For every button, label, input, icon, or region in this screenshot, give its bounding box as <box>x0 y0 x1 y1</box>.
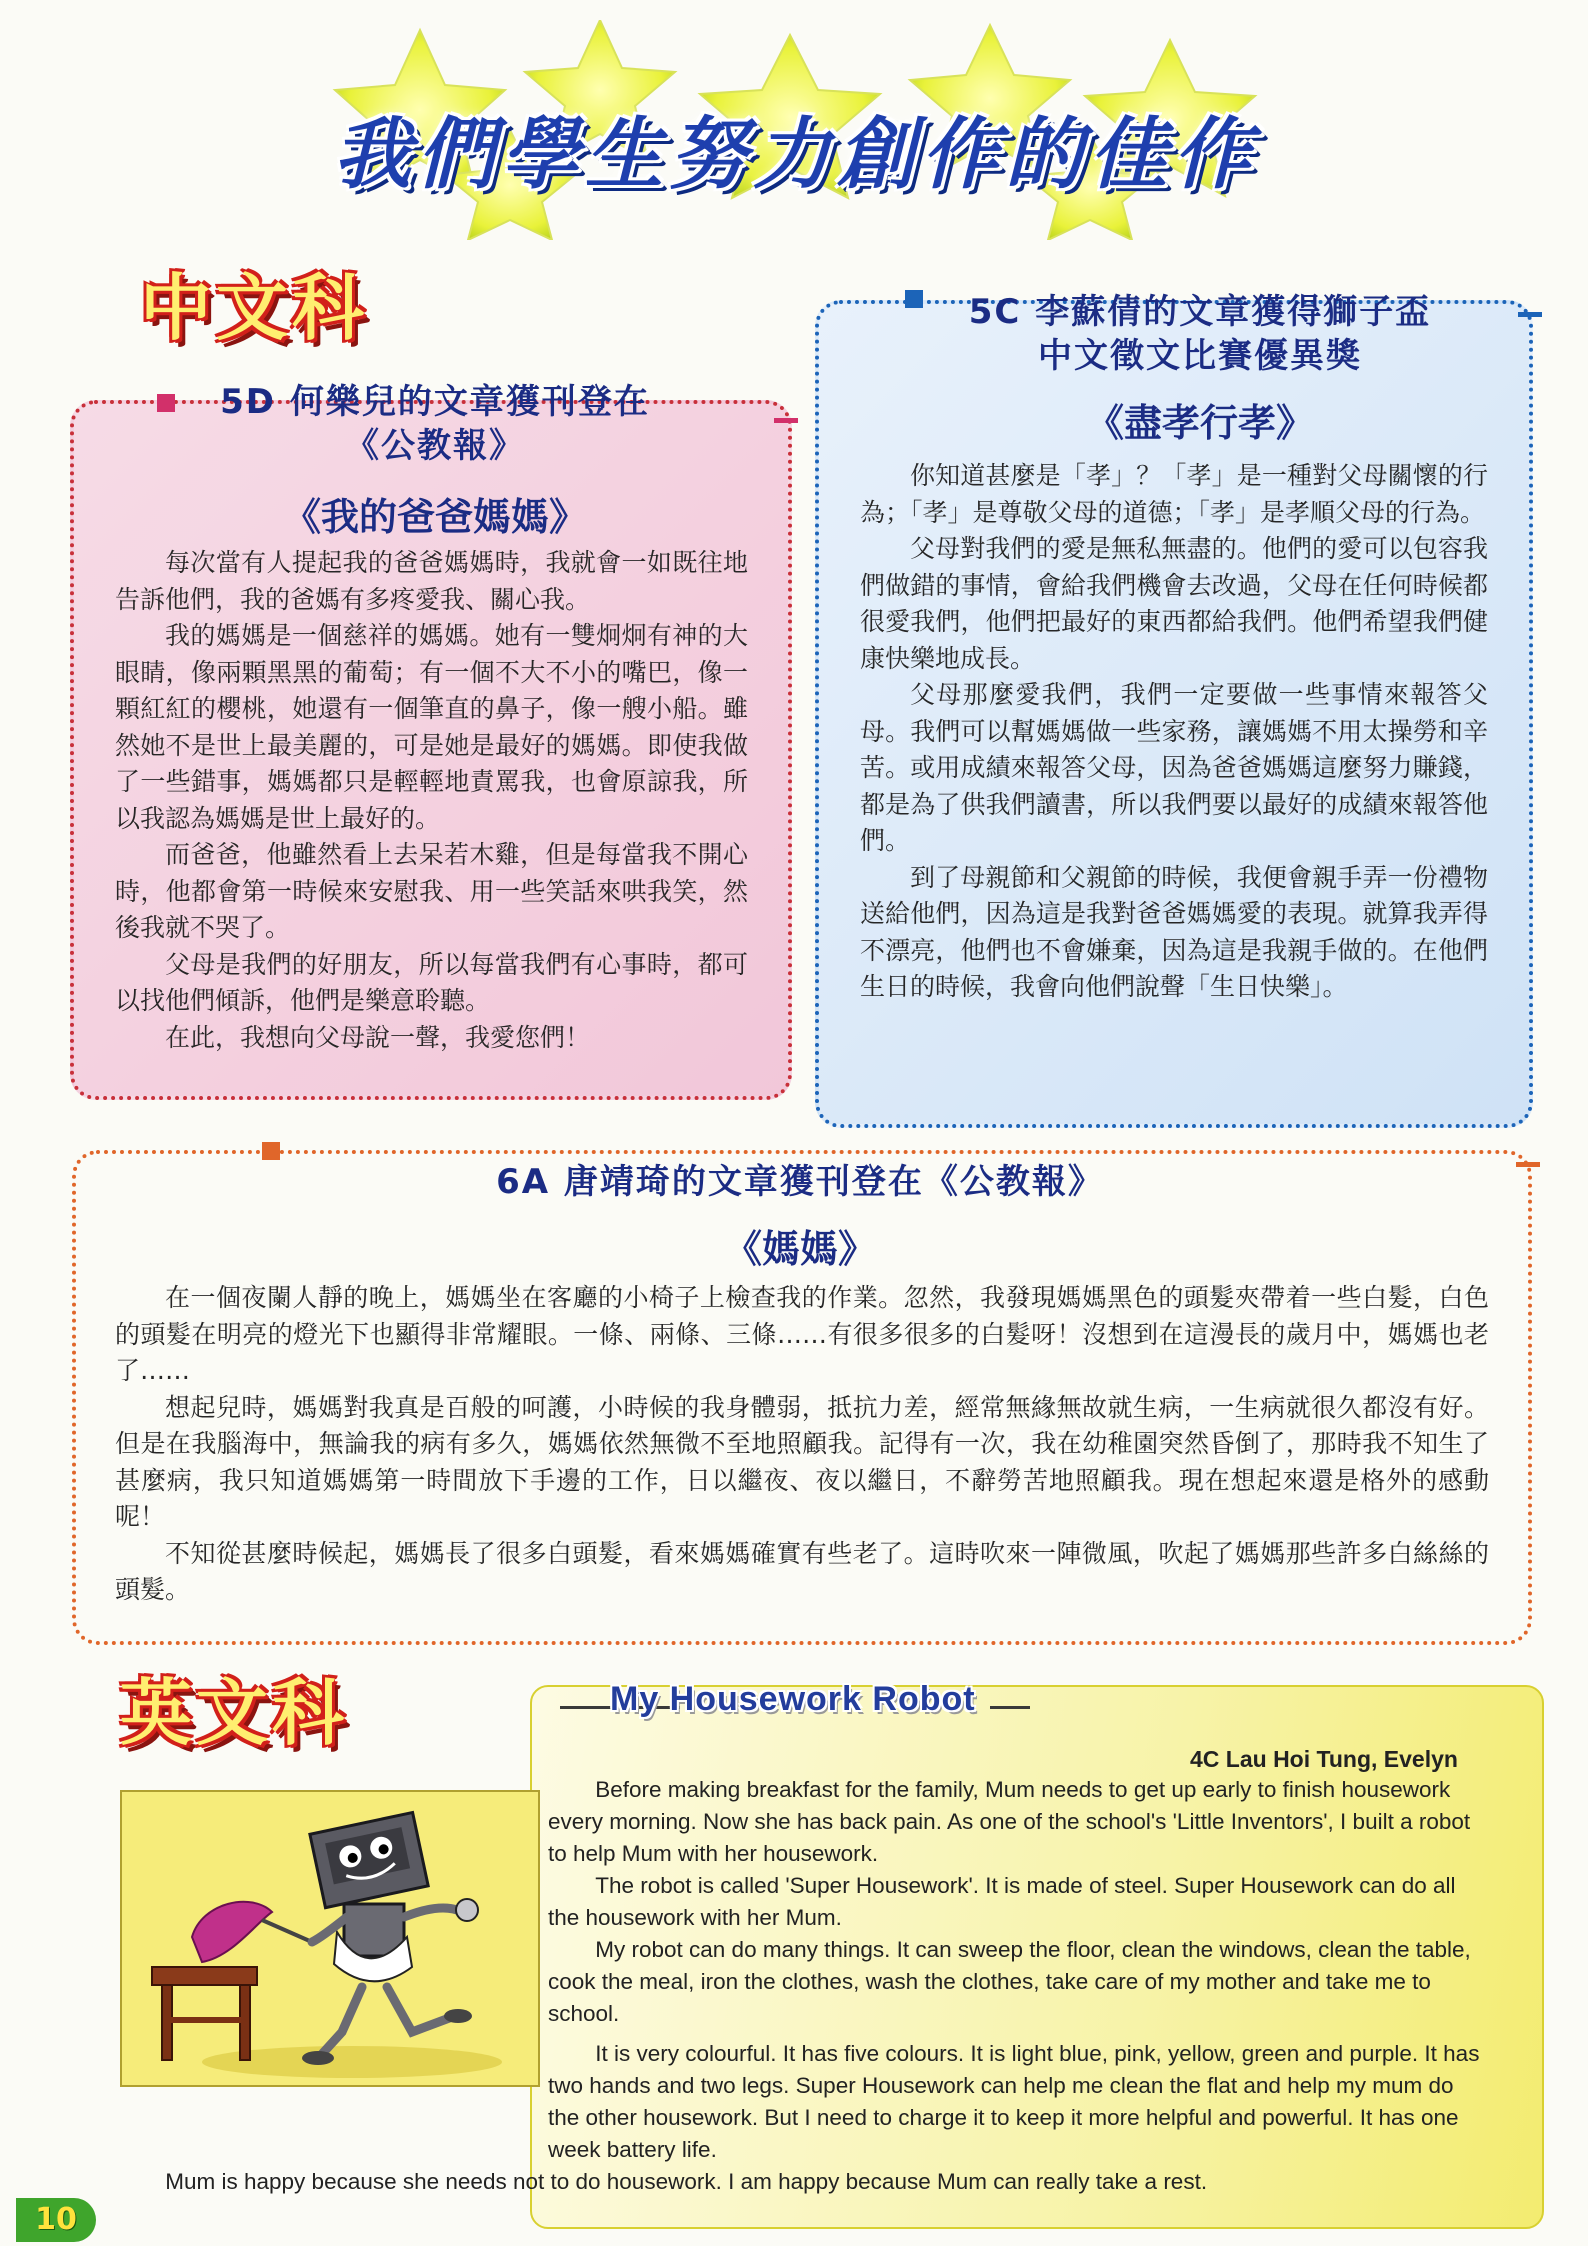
paragraph: 不知從甚麼時候起，媽媽長了很多白頭髮，看來媽媽確實有些老了。這時吹來一陣微風，吹起了媽媽那些許多白絲絲的頭髮。 <box>115 1538 1489 1604</box>
article-5c-body <box>860 458 1488 1006</box>
title-rule-right <box>990 1706 1030 1709</box>
article-5d-heading-line2: 《公教報》 <box>345 426 525 466</box>
paragraph: 父母對我們的愛是無私無盡的。他們的愛可以包容我們做錯的事情，會給我們機會去改過，父母在任何時候都很愛我們，他們把最好的東西都給我們。他們希望我們健康快樂地成長。 <box>860 534 1488 673</box>
pink-square-marker <box>157 394 175 412</box>
paragraph: 在此，我想向父母說一聲，我愛您們！ <box>165 1022 591 1052</box>
paragraph: 父母那麼愛我們，我們一定要做一些事情來報答父母。我們可以幫媽媽做一些家務，讓媽媽不用太操勞和辛苦。或用成績來報答父母，因為爸爸媽媽這麼努力賺錢，都是為了供我們讀書，所以我們要以最好的成績來報答他們。 <box>860 680 1488 855</box>
article-6a-heading: 6A 唐靖琦的文章獲刊登在《公教報》 <box>496 1162 1104 1202</box>
paragraph: The robot is called 'Super Housework'. It is made of steel. Super Housework can do all the housework with her Mum. <box>548 1873 1456 1930</box>
paragraph: Mum is happy because she needs not to do housework. I am happy because Mum can really take a rest. <box>165 2169 1208 2194</box>
paragraph: 在一個夜闌人靜的晚上，媽媽坐在客廳的小椅子上檢查我的作業。忽然，我發現媽媽黑色的頭髮夾帶着一些白髮，白色的頭髮在明亮的燈光下也顯得非常耀眼。一條、兩條、三條……有很多很多的白髮呀！沒想到在這漫長的歲月中，媽媽也老了…… <box>115 1283 1489 1385</box>
orange-square-marker <box>262 1142 280 1160</box>
page-number-badge: 10 <box>16 2198 96 2242</box>
article-5c-heading-line1: 5C 李蘇倩的文章獲得獅子盃 <box>968 292 1432 332</box>
article-5c-title: 《盡孝行孝》 <box>1085 401 1314 445</box>
english-subject-label: 英文科 <box>120 1671 349 1755</box>
article-5d-title: 《我的爸爸媽媽》 <box>282 495 587 539</box>
paragraph: Before making breakfast for the family, Mum needs to get up early to finish housework every morning. Now she has back pain. As one of the school's 'Little Inventors', I built a robot to help Mum with her housework. <box>548 1777 1471 1866</box>
chinese-subject-label: 中文科 <box>140 266 369 350</box>
article-5d-heading-line1: 5D 何樂兒的文章獲刊登在 <box>220 382 650 422</box>
paragraph: 你知道甚麼是「孝」？「孝」是一種對父母關懷的行為；「孝」是尊敬父母的道德；「孝」是孝順父母的行為。 <box>860 461 1488 527</box>
article-5d-body <box>115 545 748 1056</box>
pink-dash-marker <box>774 418 798 423</box>
english-article-body-top <box>548 1774 1488 2030</box>
article-5c-heading-line2: 中文徵文比賽優異獎 <box>1038 336 1362 376</box>
paragraph: 每次當有人提起我的爸爸媽媽時，我就會一如既往地告訴他們，我的爸媽有多疼愛我、關心我。 <box>115 548 748 614</box>
paragraph: My robot can do many things. It can sweep the floor, clean the windows, clean the table, cook the meal, iron the clothes, wash the clothes, take care of my mother and take me to school. <box>548 1937 1471 2026</box>
article-6a-body <box>115 1280 1489 1609</box>
english-article-author: 4C Lau Hoi Tung, Evelyn <box>1190 1746 1458 1772</box>
paragraph: 到了母親節和父親節的時候，我便會親手弄一份禮物送給他們，因為這是我對爸爸媽媽愛的表現。就算我弄得不漂亮，他們也不會嫌棄，因為這是我親手做的。在他們生日的時候，我會向他們說聲「生日快樂」。 <box>860 862 1488 1001</box>
paragraph: 想起兒時，媽媽對我真是百般的呵護，小時候的我身體弱，抵抗力差，經常無緣無故就生病，一生病就很久都沒有好。但是在我腦海中，無論我的病有多久，媽媽依然無微不至地照顧我。記得有一次，我在幼稚園突然昏倒了，那時我不知生了甚麼病，我只知道媽媽第一時間放下手邊的工作，日以繼夜、夜以繼日，不辭勞苦地照顧我。現在想起來還是格外的感動呢！ <box>115 1392 1489 1531</box>
paragraph: 而爸爸，他雖然看上去呆若木雞，但是每當我不開心時，他都會第一時候來安慰我、用一些笑話來哄我笑，然後我就不哭了。 <box>115 840 748 942</box>
page-banner-title: 我們學生努力創作的佳作 <box>332 110 1257 200</box>
english-article-title: My Housework Robot <box>610 1680 976 1718</box>
article-6a-title: 《媽媽》 <box>723 1227 876 1271</box>
blue-dash-marker <box>1518 312 1542 317</box>
orange-dash-marker <box>1516 1162 1540 1167</box>
english-article-body-bottom <box>118 2038 1488 2198</box>
paragraph: 我的媽媽是一個慈祥的媽媽。她有一雙炯炯有神的大眼睛，像兩顆黑黑的葡萄；有一個不大不小的嘴巴，像一顆紅紅的櫻桃，她還有一個筆直的鼻子，像一艘小船。雖然她不是世上最美麗的，可是她是最好的媽媽。即使我做了一些錯事，媽媽都只是輕輕地責罵我，也會原諒我，所以我認為媽媽是世上最好的。 <box>115 621 748 833</box>
paragraph: It is very colourful. It has five colours. It is light blue, pink, yellow, green and purple. It has two hands and two legs. Super Housework can help me clean the flat and help my mum do the other housework. But I need to charge it to keep it more helpful and powerful. It has one week battery life. <box>548 2041 1480 2162</box>
paragraph: 父母是我們的好朋友，所以每當我們有心事時，都可以找他們傾訴，他們是樂意聆聽。 <box>115 949 748 1015</box>
